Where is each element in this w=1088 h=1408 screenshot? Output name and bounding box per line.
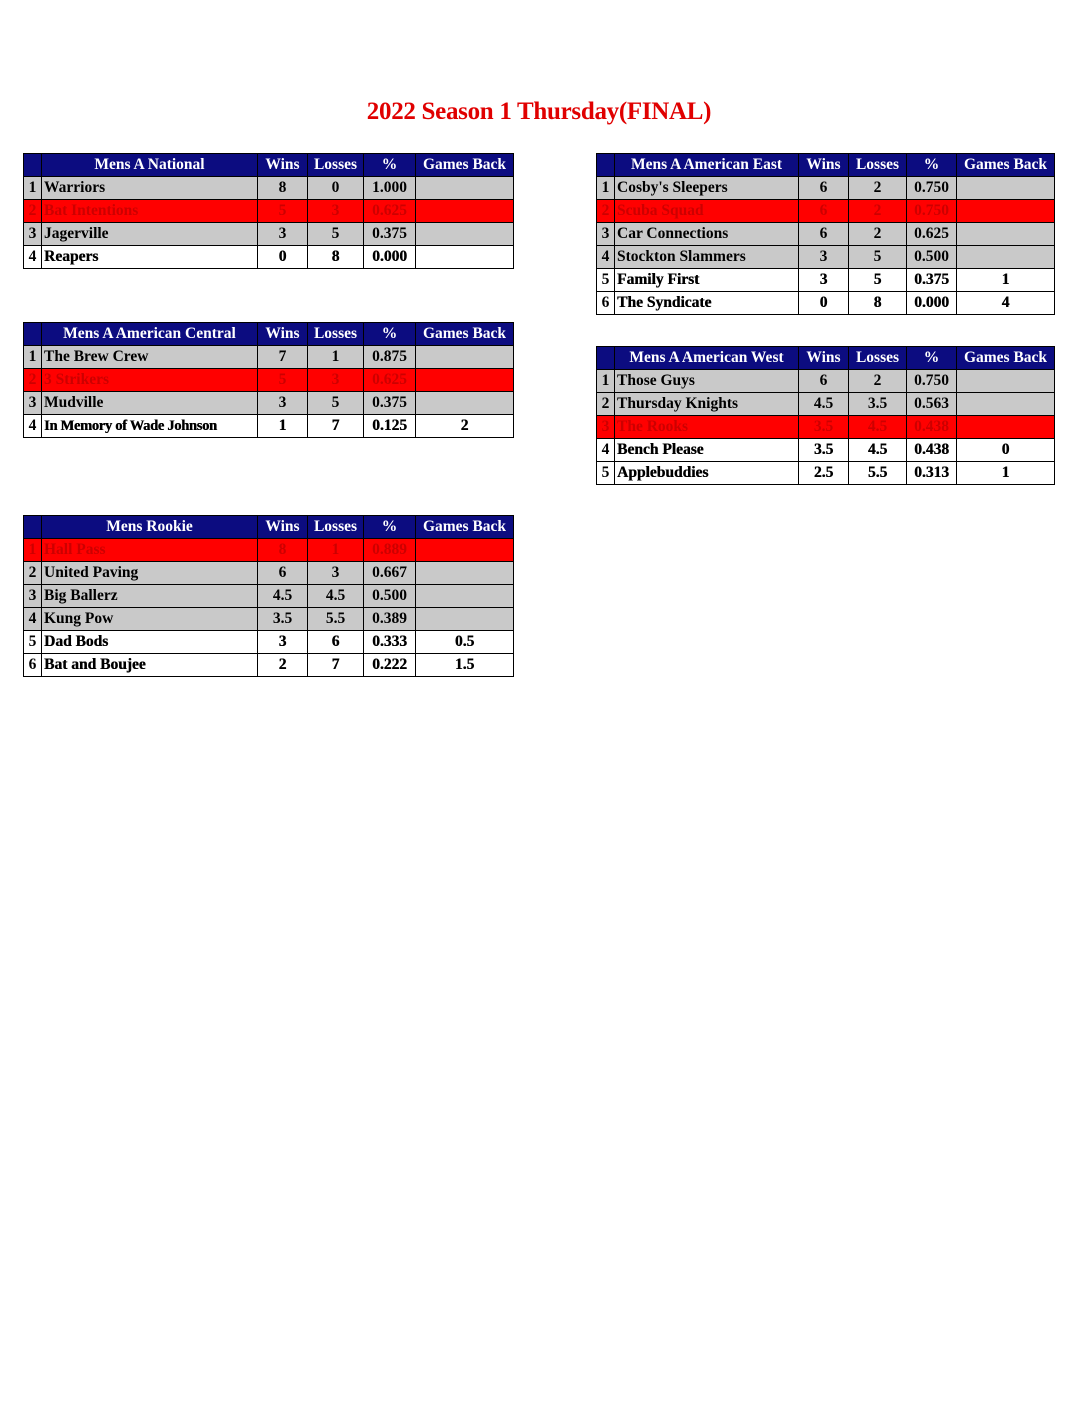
pct-cell: 0.875 — [364, 346, 416, 369]
games-back-cell — [416, 369, 514, 392]
games-back-cell — [957, 177, 1055, 200]
table-row — [24, 346, 514, 369]
rank-cell: 1 — [597, 177, 615, 200]
pct-cell: 0.667 — [364, 562, 416, 585]
losses-cell: 2 — [849, 223, 907, 246]
losses-cell: 1 — [308, 539, 364, 562]
games-back-header: Games Back — [416, 516, 514, 539]
losses-cell: 5.5 — [849, 462, 907, 485]
team-cell: Kung Pow — [42, 608, 258, 631]
wins-cell: 3 — [799, 269, 849, 292]
wins-cell: 0 — [799, 292, 849, 315]
games-back-cell — [416, 223, 514, 246]
team-cell: Scuba Squad — [615, 200, 799, 223]
table-row — [597, 269, 1055, 292]
table-row — [597, 393, 1055, 416]
games-back-cell — [416, 200, 514, 223]
pct-cell: 0.222 — [364, 654, 416, 677]
wins-cell: 3 — [258, 392, 308, 415]
losses-cell: 7 — [308, 415, 364, 438]
rank-cell: 3 — [597, 416, 615, 439]
pct-cell: 0.889 — [364, 539, 416, 562]
games-back-cell — [957, 393, 1055, 416]
team-cell: United Paving — [42, 562, 258, 585]
table-row — [24, 654, 514, 677]
games-back-cell: 2 — [416, 415, 514, 438]
team-cell: Dad Bods — [42, 631, 258, 654]
games-back-cell — [416, 585, 514, 608]
games-back-cell: 1 — [957, 462, 1055, 485]
losses-cell: 3 — [308, 369, 364, 392]
pct-cell: 1.000 — [364, 177, 416, 200]
table-row — [24, 223, 514, 246]
wins-cell: 3 — [258, 223, 308, 246]
wins-header: Wins — [258, 516, 308, 539]
rank-cell: 4 — [24, 608, 42, 631]
rank-cell: 3 — [24, 392, 42, 415]
table-row — [24, 392, 514, 415]
losses-cell: 5 — [849, 246, 907, 269]
team-cell: The Rooks — [615, 416, 799, 439]
rank-cell: 1 — [24, 177, 42, 200]
pct-cell: 0.000 — [364, 246, 416, 269]
losses-cell: 2 — [849, 177, 907, 200]
wins-cell: 3.5 — [799, 439, 849, 462]
table-header — [597, 347, 1055, 370]
table-header — [24, 154, 514, 177]
rank-cell: 6 — [24, 654, 42, 677]
wins-cell: 8 — [258, 177, 308, 200]
wins-cell: 2.5 — [799, 462, 849, 485]
pct-cell: 0.438 — [907, 416, 957, 439]
table-row — [597, 246, 1055, 269]
losses-cell: 4.5 — [849, 416, 907, 439]
table-row — [24, 369, 514, 392]
team-cell: Applebuddies — [615, 462, 799, 485]
table-row — [597, 223, 1055, 246]
table-row — [24, 585, 514, 608]
rank-cell: 5 — [24, 631, 42, 654]
wins-cell: 6 — [799, 177, 849, 200]
team-cell: Reapers — [42, 246, 258, 269]
losses-cell: 5 — [308, 392, 364, 415]
wins-cell: 3.5 — [258, 608, 308, 631]
games-back-cell: 4 — [957, 292, 1055, 315]
losses-cell: 8 — [308, 246, 364, 269]
team-cell: Warriors — [42, 177, 258, 200]
losses-header: Losses — [849, 347, 907, 370]
games-back-cell — [416, 562, 514, 585]
team-cell: Bat Intentions — [42, 200, 258, 223]
team-cell: The Syndicate — [615, 292, 799, 315]
division-name: Mens A National — [42, 154, 258, 177]
team-cell: 3 Strikers — [42, 369, 258, 392]
rank-cell: 5 — [597, 269, 615, 292]
team-cell: Stockton Slammers — [615, 246, 799, 269]
team-cell: In Memory of Wade Johnson — [42, 415, 258, 438]
rank-cell: 4 — [597, 439, 615, 462]
wins-cell: 7 — [258, 346, 308, 369]
table-row — [24, 539, 514, 562]
mens-a-american-central-table — [23, 322, 514, 438]
table-row — [597, 177, 1055, 200]
mens-a-american-east-table — [596, 153, 1055, 315]
rank-cell: 2 — [597, 200, 615, 223]
division-name: Mens A American Central — [42, 323, 258, 346]
pct-cell: 0.375 — [364, 223, 416, 246]
games-back-header: Games Back — [416, 323, 514, 346]
rank-header — [24, 516, 42, 539]
team-cell: Bat and Boujee — [42, 654, 258, 677]
rank-header — [24, 154, 42, 177]
rank-header — [24, 323, 42, 346]
games-back-cell — [416, 539, 514, 562]
games-back-cell — [416, 346, 514, 369]
rank-cell: 2 — [24, 562, 42, 585]
rank-cell: 4 — [24, 246, 42, 269]
wins-cell: 1 — [258, 415, 308, 438]
losses-cell: 3 — [308, 200, 364, 223]
pct-cell: 0.500 — [364, 585, 416, 608]
table-row — [24, 562, 514, 585]
table-row — [597, 200, 1055, 223]
pct-cell: 0.625 — [907, 223, 957, 246]
pct-cell: 0.438 — [907, 439, 957, 462]
games-back-cell — [416, 177, 514, 200]
losses-cell: 8 — [849, 292, 907, 315]
division-name: Mens A American East — [615, 154, 799, 177]
wins-cell: 5 — [258, 369, 308, 392]
rank-cell: 1 — [24, 539, 42, 562]
losses-cell: 5 — [849, 269, 907, 292]
games-back-cell — [957, 416, 1055, 439]
team-cell: Big Ballerz — [42, 585, 258, 608]
wins-header: Wins — [258, 323, 308, 346]
losses-cell: 4.5 — [308, 585, 364, 608]
losses-header: Losses — [308, 154, 364, 177]
wins-cell: 3.5 — [799, 416, 849, 439]
table-row — [24, 177, 514, 200]
division-name: Mens A American West — [615, 347, 799, 370]
wins-header: Wins — [799, 154, 849, 177]
table-row — [597, 292, 1055, 315]
wins-cell: 6 — [799, 223, 849, 246]
losses-header: Losses — [308, 516, 364, 539]
losses-cell: 6 — [308, 631, 364, 654]
table-row — [24, 415, 514, 438]
rank-cell: 2 — [24, 200, 42, 223]
wins-cell: 2 — [258, 654, 308, 677]
table-row — [597, 416, 1055, 439]
rank-cell: 1 — [597, 370, 615, 393]
pct-cell: 0.750 — [907, 200, 957, 223]
wins-cell: 6 — [799, 200, 849, 223]
mens-a-american-west-table — [596, 346, 1055, 485]
wins-cell: 4.5 — [258, 585, 308, 608]
pct-cell: 0.000 — [907, 292, 957, 315]
rank-cell: 6 — [597, 292, 615, 315]
rank-cell: 3 — [24, 223, 42, 246]
losses-header: Losses — [308, 323, 364, 346]
table-row — [24, 200, 514, 223]
wins-cell: 8 — [258, 539, 308, 562]
losses-cell: 0 — [308, 177, 364, 200]
wins-cell: 3 — [799, 246, 849, 269]
games-back-cell — [416, 392, 514, 415]
team-cell: Those Guys — [615, 370, 799, 393]
losses-cell: 5 — [308, 223, 364, 246]
pct-cell: 0.563 — [907, 393, 957, 416]
losses-cell: 2 — [849, 200, 907, 223]
rank-cell: 2 — [597, 393, 615, 416]
wins-cell: 6 — [258, 562, 308, 585]
rank-header — [597, 347, 615, 370]
losses-cell: 4.5 — [849, 439, 907, 462]
rank-cell: 4 — [24, 415, 42, 438]
losses-cell: 1 — [308, 346, 364, 369]
pct-cell: 0.750 — [907, 370, 957, 393]
rank-cell: 1 — [24, 346, 42, 369]
pct-header: % — [364, 516, 416, 539]
table-header — [24, 323, 514, 346]
mens-a-national-table — [23, 153, 514, 269]
losses-cell: 2 — [849, 370, 907, 393]
pct-header: % — [907, 347, 957, 370]
losses-header: Losses — [849, 154, 907, 177]
rank-cell: 3 — [24, 585, 42, 608]
rank-cell: 4 — [597, 246, 615, 269]
losses-cell: 3.5 — [849, 393, 907, 416]
games-back-cell — [957, 223, 1055, 246]
team-cell: Hall Pass — [42, 539, 258, 562]
losses-cell: 5.5 — [308, 608, 364, 631]
pct-cell: 0.625 — [364, 369, 416, 392]
pct-cell: 0.375 — [907, 269, 957, 292]
games-back-cell: 0 — [957, 439, 1055, 462]
games-back-cell: 1.5 — [416, 654, 514, 677]
pct-cell: 0.625 — [364, 200, 416, 223]
team-cell: Cosby's Sleepers — [615, 177, 799, 200]
games-back-cell — [957, 246, 1055, 269]
team-cell: Family First — [615, 269, 799, 292]
games-back-header: Games Back — [416, 154, 514, 177]
division-name: Mens Rookie — [42, 516, 258, 539]
wins-header: Wins — [258, 154, 308, 177]
pct-cell: 0.313 — [907, 462, 957, 485]
wins-cell: 0 — [258, 246, 308, 269]
pct-cell: 0.375 — [364, 392, 416, 415]
pct-cell: 0.500 — [907, 246, 957, 269]
wins-header: Wins — [799, 347, 849, 370]
losses-cell: 7 — [308, 654, 364, 677]
games-back-cell: 1 — [957, 269, 1055, 292]
team-cell: Car Connections — [615, 223, 799, 246]
games-back-cell: 0.5 — [416, 631, 514, 654]
table-header — [24, 516, 514, 539]
games-back-header: Games Back — [957, 347, 1055, 370]
rank-cell: 5 — [597, 462, 615, 485]
pct-header: % — [907, 154, 957, 177]
pct-cell: 0.333 — [364, 631, 416, 654]
page-title: 2022 Season 1 Thursday(FINAL) — [366, 98, 712, 125]
pct-cell: 0.389 — [364, 608, 416, 631]
team-cell: Mudville — [42, 392, 258, 415]
table-row — [24, 608, 514, 631]
games-back-header: Games Back — [957, 154, 1055, 177]
pct-cell: 0.750 — [907, 177, 957, 200]
games-back-cell — [416, 608, 514, 631]
wins-cell: 3 — [258, 631, 308, 654]
rank-header — [597, 154, 615, 177]
team-cell: Jagerville — [42, 223, 258, 246]
table-header — [597, 154, 1055, 177]
pct-cell: 0.125 — [364, 415, 416, 438]
table-row — [597, 370, 1055, 393]
wins-cell: 4.5 — [799, 393, 849, 416]
games-back-cell — [416, 246, 514, 269]
pct-header: % — [364, 323, 416, 346]
team-cell: The Brew Crew — [42, 346, 258, 369]
team-cell: Thursday Knights — [615, 393, 799, 416]
table-row — [597, 462, 1055, 485]
table-row — [24, 631, 514, 654]
rank-cell: 3 — [597, 223, 615, 246]
games-back-cell — [957, 370, 1055, 393]
pct-header: % — [364, 154, 416, 177]
rank-cell: 2 — [24, 369, 42, 392]
table-row — [24, 246, 514, 269]
games-back-cell — [957, 200, 1055, 223]
mens-rookie-table — [23, 515, 514, 677]
wins-cell: 6 — [799, 370, 849, 393]
team-cell: Bench Please — [615, 439, 799, 462]
wins-cell: 5 — [258, 200, 308, 223]
losses-cell: 3 — [308, 562, 364, 585]
table-row — [597, 439, 1055, 462]
